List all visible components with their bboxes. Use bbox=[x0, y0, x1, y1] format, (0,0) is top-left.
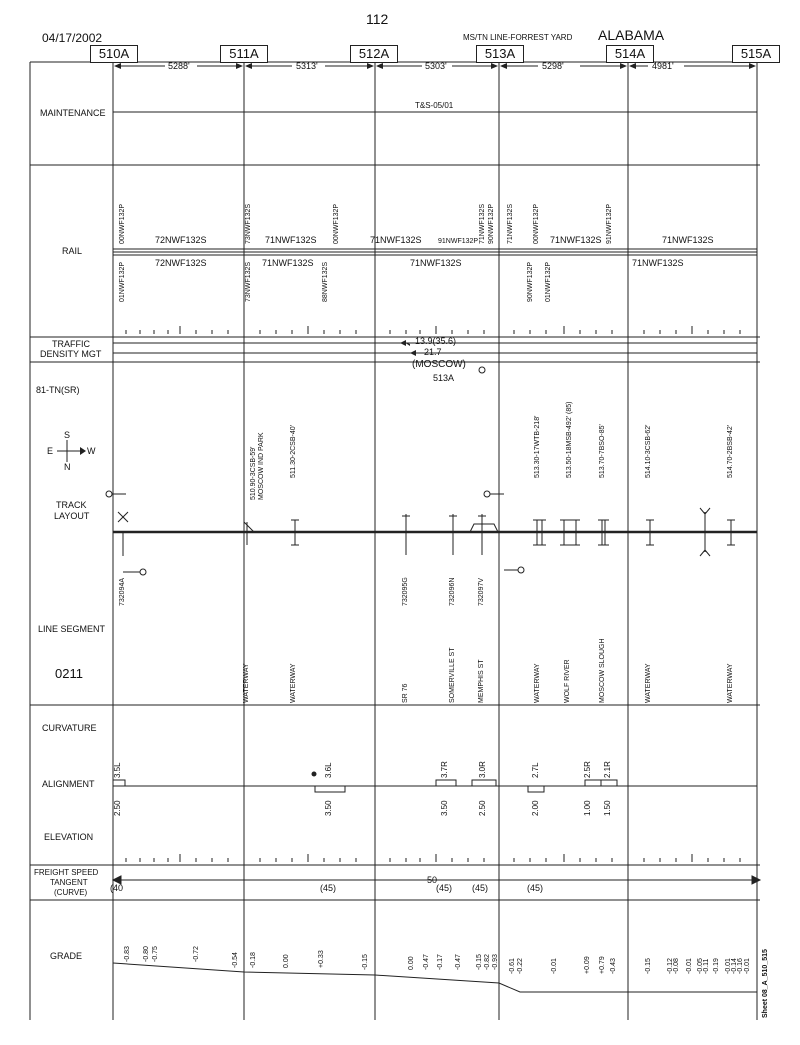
grade-value: -0.83 bbox=[124, 946, 131, 962]
line-feature-label: WATERWAY bbox=[290, 663, 297, 703]
grade-value: 0.00 bbox=[408, 956, 415, 970]
distance-1: 5288' bbox=[168, 61, 190, 71]
grade-value: -0.82 bbox=[484, 954, 491, 970]
curvature-value: 3.5L bbox=[113, 762, 122, 778]
state-name: ALABAMA bbox=[598, 27, 665, 43]
line-feature-label: WATERWAY bbox=[534, 663, 541, 703]
sheet-id: Sheet 08_A_510_515 bbox=[762, 949, 769, 1018]
freight-speed-curve: (45) bbox=[320, 883, 337, 893]
rail-vertical-label: 01NWF132P bbox=[119, 261, 126, 302]
maintenance-value: T&S-05/01 bbox=[415, 101, 454, 110]
grade-value: -0.80 bbox=[143, 946, 150, 962]
grade-value: -0.15 bbox=[362, 954, 369, 970]
compass-s: S bbox=[64, 430, 71, 440]
grade-value: -0.54 bbox=[232, 952, 239, 968]
rail-vertical-label: 00NWF132P bbox=[333, 203, 340, 244]
crossing-id: 732097V bbox=[478, 577, 485, 606]
row-label-grade: GRADE bbox=[50, 951, 83, 961]
row-label-freight-1: FREIGHT SPEED bbox=[34, 868, 99, 877]
rail-vertical-label: 71NWF132S bbox=[479, 203, 486, 244]
grade-value: -0.47 bbox=[455, 954, 462, 970]
row-label-subdivision: 81-TN(SR) bbox=[36, 385, 80, 395]
line-feature-label: WOLF RIVER bbox=[564, 659, 571, 703]
row-label-alignment: ALIGNMENT bbox=[42, 779, 95, 789]
traffic-value-1: 13.9(35.6) bbox=[415, 336, 457, 346]
grade-value: -0.01 bbox=[551, 958, 558, 974]
grade-value: -0.15 bbox=[476, 954, 483, 970]
grade-value: -0.14 bbox=[731, 958, 738, 974]
grade-value: -0.16 bbox=[737, 958, 744, 974]
rail-vertical-label: 00NWF132P bbox=[533, 203, 540, 244]
track-feature-label: 513.70-7BSO-85' bbox=[599, 424, 606, 478]
rail-vertical-label: 88NWF132S bbox=[322, 261, 329, 302]
grade-value: -0.43 bbox=[610, 958, 617, 974]
alignment-value: 1.50 bbox=[603, 800, 612, 816]
milepost-513a: 513A bbox=[476, 45, 524, 63]
grade-value: 0.00 bbox=[283, 954, 290, 968]
row-label-freight-2: TANGENT bbox=[50, 878, 88, 887]
row-label-freight-3: (CURVE) bbox=[54, 888, 88, 897]
curvature-value: 3.7R bbox=[440, 761, 449, 778]
track-feature-label: 513.50-18MSB-492' (85) bbox=[566, 401, 573, 478]
grade-value: -0.17 bbox=[437, 954, 444, 970]
row-label-line-segment: LINE SEGMENT bbox=[38, 624, 106, 634]
rail-top-label: 71NWF132S bbox=[662, 235, 714, 245]
freight-speed-curve: (45) bbox=[527, 883, 544, 893]
grade-value: -0.61 bbox=[509, 958, 516, 974]
rail-vertical-label: 71NWF132S bbox=[507, 203, 514, 244]
compass-e: E bbox=[47, 446, 54, 456]
grade-value: -0.47 bbox=[423, 954, 430, 970]
grade-value: +0.09 bbox=[584, 956, 591, 974]
freight-speed-tangent: 50 bbox=[427, 875, 438, 885]
curvature-value: 3.6L bbox=[324, 762, 333, 778]
track-feature-label: MOSCOW IND PARK bbox=[258, 432, 265, 500]
rail-bottom-label: 71NWF132S bbox=[410, 258, 462, 268]
rail-vertical-label: 01NWF132P bbox=[545, 261, 552, 302]
milepost-512a: 512A bbox=[350, 45, 398, 63]
grade-value: -0.18 bbox=[250, 952, 257, 968]
line-feature-label: SOMERVILLE ST bbox=[449, 647, 456, 703]
rail-vertical-label: 91NWF132P bbox=[606, 203, 613, 244]
grade-value: -0.05 bbox=[697, 958, 704, 974]
milepost-510a: 510A bbox=[90, 45, 138, 63]
sheet-date: 04/17/2002 bbox=[42, 31, 103, 45]
rail-vertical-label: 90NWF132P bbox=[488, 203, 495, 244]
line-feature-label: MEMPHIS ST bbox=[478, 659, 485, 703]
station-code: 513A bbox=[433, 373, 455, 383]
curvature-value: 3.0R bbox=[478, 761, 487, 778]
grade-value: -0.11 bbox=[703, 958, 710, 974]
distance-4: 5298' bbox=[542, 61, 564, 71]
crossing-id: 732095G bbox=[402, 577, 409, 606]
line-feature-label: SR 76 bbox=[402, 683, 409, 703]
distance-3: 5303' bbox=[425, 61, 447, 71]
row-label-track-layout-1: TRACK bbox=[56, 500, 87, 510]
row-label-maintenance: MAINTENANCE bbox=[40, 108, 106, 118]
line-feature-label: WATERWAY bbox=[727, 663, 734, 703]
grade-value: -0.01 bbox=[744, 958, 751, 974]
rail-bottom-label: 71NWF132S bbox=[262, 258, 314, 268]
rail-vertical-label: 90NWF132P bbox=[527, 261, 534, 302]
row-label-rail: RAIL bbox=[62, 246, 83, 256]
grade-value: -0.22 bbox=[517, 958, 524, 974]
track-feature-label: 513.30-17WTB-218' bbox=[534, 415, 541, 478]
grade-value: -0.12 bbox=[667, 958, 674, 974]
freight-speed-curve: (45) bbox=[436, 883, 453, 893]
grade-value: -0.72 bbox=[193, 946, 200, 962]
page-number: 112 bbox=[366, 11, 389, 27]
rail-top-label: 71NWF132S bbox=[265, 235, 317, 245]
milepost-514a: 514A bbox=[606, 45, 654, 63]
curvature-value: 2.7L bbox=[531, 762, 540, 778]
alignment-value: 3.50 bbox=[440, 800, 449, 816]
grade-value: -0.19 bbox=[713, 958, 720, 974]
crossing-id: 732096N bbox=[449, 577, 456, 606]
grade-value: -0.93 bbox=[492, 954, 499, 970]
grade-value: +0.33 bbox=[318, 950, 325, 968]
alignment-value: 2.00 bbox=[531, 800, 540, 816]
track-feature-label: 514.10-3CSB-62' bbox=[645, 424, 652, 478]
row-label-track-layout-2: LAYOUT bbox=[54, 511, 90, 521]
grade-value: -0.15 bbox=[645, 958, 652, 974]
rail-vertical-label: 73NWF132S bbox=[245, 203, 252, 244]
rail-vertical-label: 73NWF132S bbox=[245, 261, 252, 302]
grade-value: -0.75 bbox=[152, 946, 159, 962]
milepost-511a: 511A bbox=[220, 45, 268, 63]
row-label-traffic: TRAFFIC bbox=[52, 339, 90, 349]
compass-w: W bbox=[87, 446, 96, 456]
distance-5: 4981' bbox=[652, 61, 674, 71]
rail-top-label: 71NWF132S bbox=[370, 235, 422, 245]
line-name: MS/TN LINE-FORREST YARD bbox=[463, 33, 573, 42]
rail-bottom-label: 71NWF132S bbox=[632, 258, 684, 268]
line-feature-label: MOSCOW SLOUGH bbox=[599, 638, 606, 703]
grade-value: +0.79 bbox=[599, 956, 606, 974]
alignment-value: 1.00 bbox=[583, 800, 592, 816]
rail-top-label: 72NWF132S bbox=[155, 235, 207, 245]
crossing-id: 732094A bbox=[119, 577, 126, 606]
track-feature-label: 510.90-3CSB-59' bbox=[250, 446, 257, 500]
freight-speed-curve: (45) bbox=[472, 883, 489, 893]
grade-value: -0.08 bbox=[673, 958, 680, 974]
station-name: (MOSCOW) bbox=[412, 359, 466, 370]
alignment-value: 3.50 bbox=[324, 800, 333, 816]
line-feature-label: WATERWAY bbox=[243, 663, 250, 703]
freight-speed-start: (40 bbox=[110, 883, 124, 893]
rail-vertical-label: 00NWF132P bbox=[119, 203, 126, 244]
segment-code: 0211 bbox=[55, 666, 83, 681]
curvature-value: 2.5R bbox=[583, 761, 592, 778]
line-feature-label: WATERWAY bbox=[645, 663, 652, 703]
row-label-density: DENSITY MGT bbox=[40, 349, 102, 359]
alignment-value: 2.50 bbox=[478, 800, 487, 816]
grade-value: -0.01 bbox=[686, 958, 693, 974]
alignment-value: 2.50 bbox=[113, 800, 122, 816]
track-feature-label: 511.30-2CSB-40' bbox=[290, 425, 297, 478]
track-feature-label: 514.70-2BSB-42' bbox=[727, 424, 734, 478]
curvature-value: 2.1R bbox=[603, 761, 612, 778]
distance-2: 5313' bbox=[296, 61, 318, 71]
compass-n: N bbox=[64, 462, 71, 472]
rail-bottom-label: 72NWF132S bbox=[155, 258, 207, 268]
milepost-515a: 515A bbox=[732, 45, 780, 63]
rail-top-label: 71NWF132S bbox=[550, 235, 602, 245]
traffic-value-2: 21.7 bbox=[424, 347, 442, 357]
rail-top-label: 91NWF132P bbox=[438, 238, 479, 245]
row-label-curvature: CURVATURE bbox=[42, 723, 97, 733]
grade-value: -0.01 bbox=[725, 958, 732, 974]
row-label-elevation: ELEVATION bbox=[44, 832, 94, 842]
